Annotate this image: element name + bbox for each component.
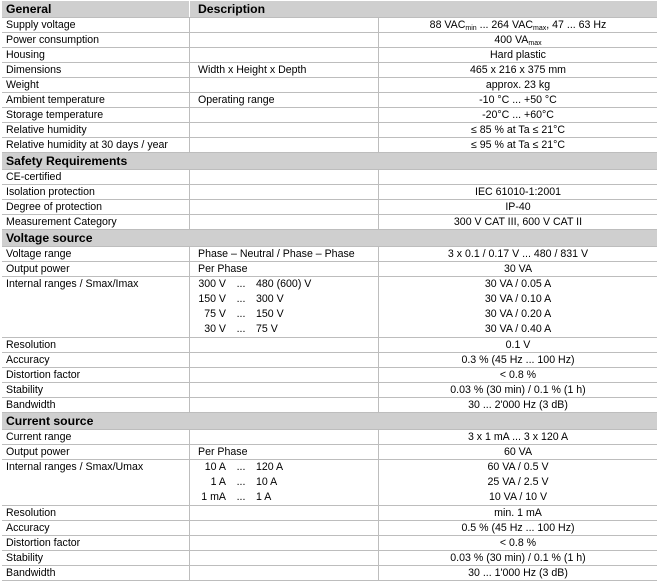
spec-desc: [189, 383, 378, 397]
range-from: 1 mA: [201, 491, 226, 503]
spec-label: Output power: [6, 446, 70, 458]
spec-desc: [189, 123, 378, 137]
spec-row: [2, 353, 657, 368]
range-from: 1 A: [210, 476, 226, 488]
range-to: 120 A: [256, 461, 284, 473]
spec-desc: [189, 338, 378, 352]
current-bottom-rows: [2, 506, 657, 581]
spec-label: Internal ranges / Smax/Imax: [6, 278, 139, 290]
spec-desc: [189, 430, 378, 444]
spec-desc: [189, 398, 378, 412]
spec-value: 0.5 % (45 Hz ... 100 Hz): [378, 521, 657, 535]
section-header-safety: [2, 153, 657, 170]
range-values: [378, 277, 657, 337]
spec-value: approx. 23 kg: [378, 78, 657, 92]
spec-value: 88 $VAC_{min}$ ... 264 $VAC_{max}$, 47 ... 63 Hz: [378, 18, 657, 32]
range-list: [189, 277, 378, 337]
spec-desc: [189, 33, 378, 47]
section-title: Voltage source: [6, 231, 93, 245]
range-from: 150 V: [198, 293, 226, 305]
spec-value: 0.3 % (45 Hz ... 100 Hz): [378, 353, 657, 367]
spec-value: 0.1 V: [378, 338, 657, 352]
spec-row: [2, 78, 657, 93]
spec-label: Internal ranges / Smax/Umax: [6, 461, 144, 473]
spec-row: [2, 185, 657, 200]
section-header-voltage: [2, 230, 657, 247]
range-from: 300 V: [198, 278, 226, 290]
spec-row: [2, 48, 657, 63]
spec-desc: [189, 78, 378, 92]
spec-desc: Per Phase: [189, 262, 378, 276]
range-dots: ...: [236, 293, 246, 305]
range-dots: ...: [236, 476, 246, 488]
spec-desc: [189, 138, 378, 152]
spec-value: 30 ... 2'000 Hz (3 dB): [378, 398, 657, 412]
spec-label: Relative humidity at 30 days / year: [6, 139, 168, 151]
safety-rows: [2, 170, 657, 230]
spec-row: [2, 368, 657, 383]
range-line: [190, 277, 378, 292]
spec-value: 400 $VA_{max}$: [378, 33, 657, 47]
spec-row: [2, 338, 657, 353]
general-rows: [2, 48, 657, 153]
range-from: 75 V: [204, 308, 226, 320]
range-from: 10 A: [204, 461, 226, 473]
spec-row: [2, 63, 657, 78]
spec-desc: Operating range: [189, 93, 378, 107]
spec-label: Weight: [6, 79, 39, 91]
range-line: [190, 307, 378, 322]
spec-label: Resolution: [6, 507, 57, 519]
spec-value: 3 x 1 mA ... 3 x 120 A: [378, 430, 657, 444]
range-line: [190, 460, 378, 475]
range-to: 75 V: [256, 323, 278, 335]
spec-desc: [189, 566, 378, 580]
spec-desc: [189, 200, 378, 214]
spec-row: [2, 123, 657, 138]
section-title: Safety Requirements: [6, 154, 128, 168]
spec-row: [2, 521, 657, 536]
spec-label: Accuracy: [6, 354, 50, 366]
range-line: [190, 475, 378, 490]
spec-label: Bandwidth: [6, 399, 56, 411]
spec-label: Current range: [6, 431, 72, 443]
spec-label: Power consumption: [6, 34, 100, 46]
range-to: 1 A: [256, 491, 272, 503]
spec-value: IP-40: [378, 200, 657, 214]
spec-row: [2, 445, 657, 460]
range-value: 60 VA / 0.5 V: [487, 461, 549, 473]
spec-label: Isolation protection: [6, 186, 95, 198]
range-value: 10 VA / 10 V: [488, 491, 548, 503]
spec-label: Degree of protection: [6, 201, 102, 213]
range-value: 30 VA / 0.10 A: [484, 293, 552, 305]
spec-value: < 0.8 %: [378, 368, 657, 382]
range-to: 150 V: [256, 308, 284, 320]
spec-label: Storage temperature: [6, 109, 104, 121]
spec-value: 30 VA: [378, 262, 657, 276]
spec-desc: [189, 521, 378, 535]
spec-desc: [189, 353, 378, 367]
spec-value: IEC 61010-1:2001: [378, 185, 657, 199]
spec-row-internal-ranges: [2, 277, 657, 338]
range-dots: ...: [236, 491, 246, 503]
spec-value: < 0.8 %: [378, 536, 657, 550]
spec-row: [2, 566, 657, 581]
spec-row: [2, 262, 657, 277]
section-title: General: [6, 2, 52, 16]
spec-value: [378, 170, 657, 184]
spec-value: 30 ... 1'000 Hz (3 dB): [378, 566, 657, 580]
range-from: 30 V: [204, 323, 226, 335]
spec-row: [2, 430, 657, 445]
spec-row: [2, 138, 657, 153]
spec-label: Voltage range: [6, 248, 72, 260]
spec-label: Supply voltage: [6, 19, 76, 31]
spec-row: [2, 383, 657, 398]
spec-label: CE-certified: [6, 171, 62, 183]
spec-value: -20°C ... +60°C: [378, 108, 657, 122]
spec-desc: Width x Height x Depth: [189, 63, 378, 77]
voltage-top-rows: [2, 247, 657, 277]
spec-label: Relative humidity: [6, 124, 87, 136]
range-value: 30 VA / 0.20 A: [484, 308, 552, 320]
range-values: [378, 460, 657, 505]
range-to: 300 V: [256, 293, 284, 305]
spec-desc: [189, 185, 378, 199]
range-dots: ...: [236, 323, 246, 335]
description-header: Description: [189, 1, 378, 17]
spec-desc: [189, 506, 378, 520]
section-header-general: [2, 1, 657, 18]
spec-desc: Phase – Neutral / Phase – Phase: [189, 247, 378, 261]
spec-row: [2, 108, 657, 123]
spec-row: [2, 398, 657, 413]
spec-row: [2, 506, 657, 521]
spec-label: Bandwidth: [6, 567, 56, 579]
spec-row-power-consumption: [2, 33, 657, 48]
range-value: 25 VA / 2.5 V: [487, 476, 549, 488]
range-to: 480 (600) V: [256, 278, 312, 290]
spec-row: [2, 200, 657, 215]
range-line: [190, 490, 378, 505]
spec-label: Accuracy: [6, 522, 50, 534]
spec-value: ≤ 85 % at Ta ≤ 21°C: [378, 123, 657, 137]
spec-row: [2, 536, 657, 551]
voltage-ranges-row: [2, 277, 657, 338]
spec-desc: [189, 18, 378, 32]
range-line: [190, 322, 378, 337]
section-header-current: [2, 413, 657, 430]
spec-label: Output power: [6, 263, 70, 275]
section-title: Current source: [6, 414, 94, 428]
spec-table: [2, 1, 657, 581]
spec-value: Hard plastic: [378, 48, 657, 62]
spec-desc: [189, 368, 378, 382]
voltage-bottom-rows: [2, 338, 657, 413]
spec-label: Housing: [6, 49, 45, 61]
spec-value: 0.03 % (30 min) / 0.1 % (1 h): [378, 551, 657, 565]
spec-row: [2, 247, 657, 262]
spec-value: ≤ 95 % at Ta ≤ 21°C: [378, 138, 657, 152]
spec-row: [2, 93, 657, 108]
spec-desc: [189, 215, 378, 229]
range-value: 30 VA / 0.05 A: [484, 278, 552, 290]
range-list: [189, 460, 378, 505]
spec-desc: [189, 170, 378, 184]
spec-value: min. 1 mA: [378, 506, 657, 520]
spec-value: 3 x 0.1 / 0.17 V ... 480 / 831 V: [378, 247, 657, 261]
spec-value: 465 x 216 x 375 mm: [378, 63, 657, 77]
range-dots: ...: [236, 461, 246, 473]
spec-value: -10 °C ... +50 °C: [378, 93, 657, 107]
spec-desc: Per Phase: [189, 445, 378, 459]
range-line: [190, 292, 378, 307]
spec-row-internal-ranges: [2, 460, 657, 506]
current-top-rows: [2, 430, 657, 460]
current-ranges-row: [2, 460, 657, 506]
spec-row: [2, 215, 657, 230]
spec-label: Ambient temperature: [6, 94, 105, 106]
spec-label: Stability: [6, 552, 44, 564]
spec-label: Dimensions: [6, 64, 62, 76]
spec-label: Distortion factor: [6, 537, 81, 549]
spec-label: Measurement Category: [6, 216, 117, 228]
range-dots: ...: [236, 278, 246, 290]
spec-value: 60 VA: [378, 445, 657, 459]
range-to: 10 A: [256, 476, 278, 488]
spec-value: 0.03 % (30 min) / 0.1 % (1 h): [378, 383, 657, 397]
spec-desc: [189, 108, 378, 122]
spec-label: Distortion factor: [6, 369, 81, 381]
spec-row-supply-voltage: [2, 18, 657, 33]
spec-row: [2, 551, 657, 566]
range-value: 30 VA / 0.40 A: [484, 323, 552, 335]
spec-desc: [189, 536, 378, 550]
range-dots: ...: [236, 308, 246, 320]
spec-desc: [189, 48, 378, 62]
spec-desc: [189, 551, 378, 565]
spec-row: [2, 170, 657, 185]
spec-label: Resolution: [6, 339, 57, 351]
spec-value: 300 V CAT III, 600 V CAT II: [378, 215, 657, 229]
header-value-cell: [378, 1, 657, 17]
spec-label: Stability: [6, 384, 44, 396]
